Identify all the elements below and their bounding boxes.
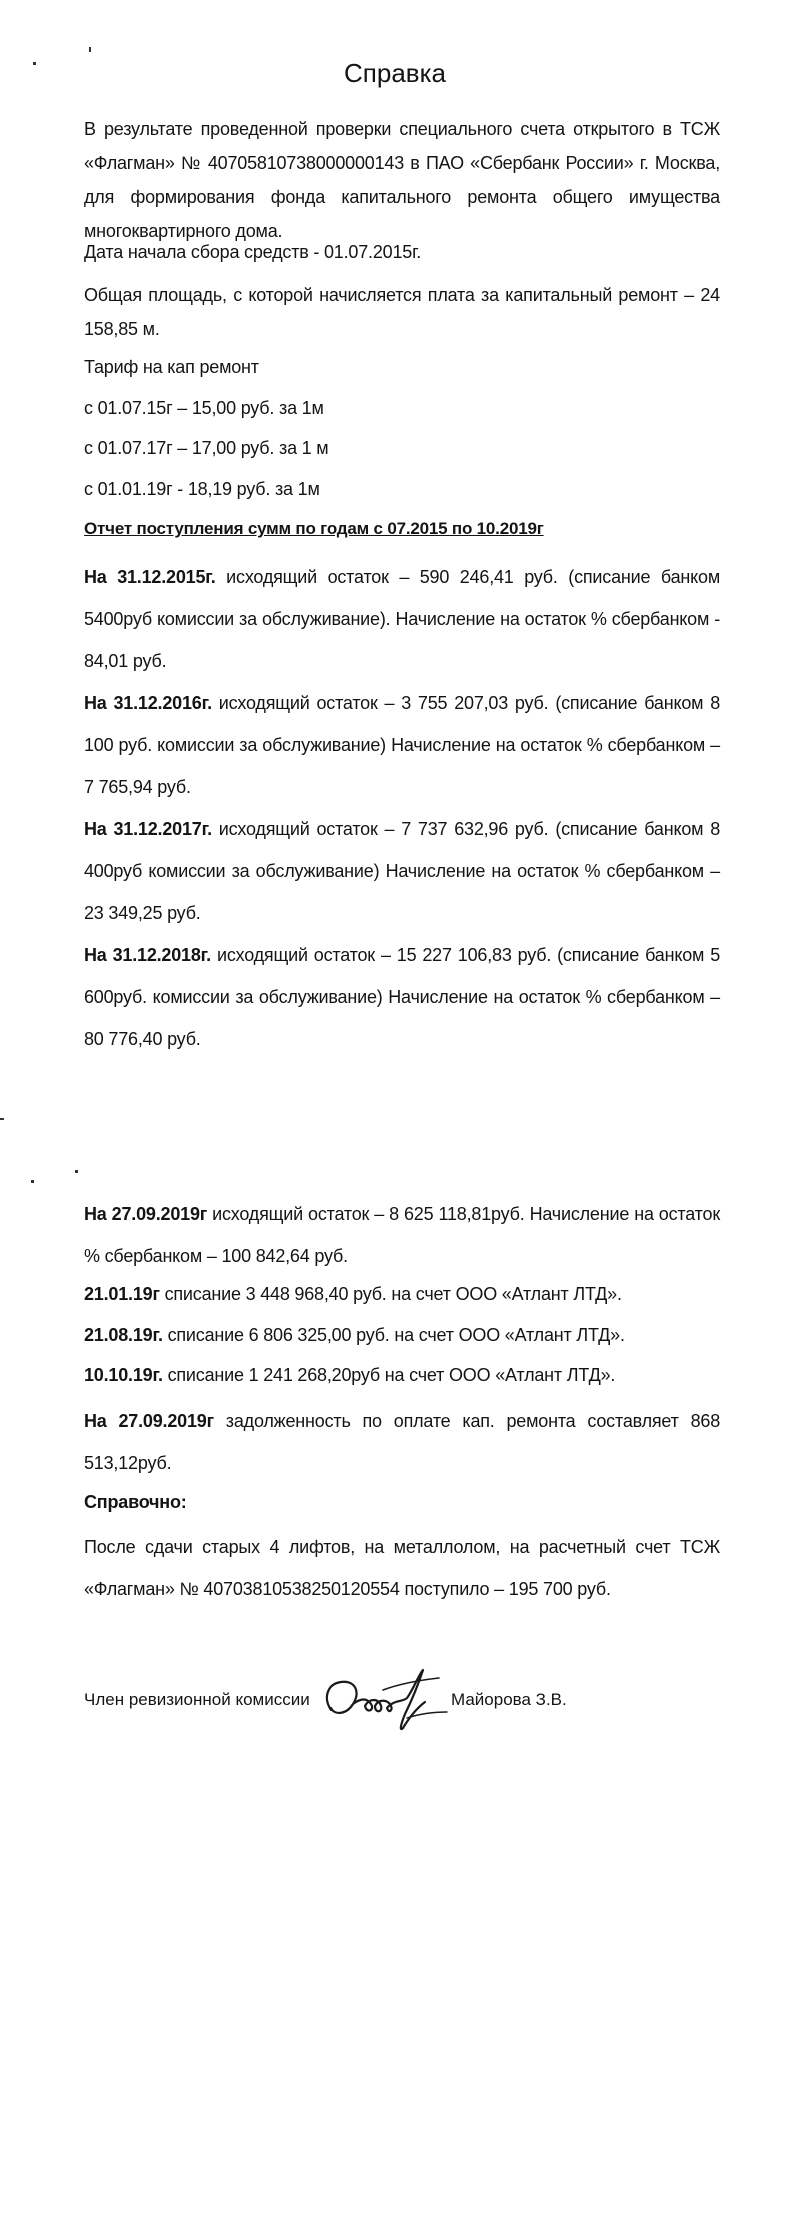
start-date-line: Дата начала сбора средств - 01.07.2015г. [84, 242, 422, 262]
report-heading: Отчет поступления сумм по годам с 07.2015 по 10.2019г [84, 519, 544, 538]
year-date: На 31.12.2017г. [84, 819, 212, 839]
debt-paragraph [84, 1400, 720, 1484]
writeoff-text: списание 3 448 968,40 руб. на счет ООО «Атлант ЛТД». [159, 1284, 622, 1304]
scan-speck [31, 1180, 34, 1183]
reference-paragraph: После сдачи старых 4 лифтов, на металлолом, на расчетный счет ТСЖ «Флагман» № 40703810538250120554 поступило – 195 700 руб. [84, 1537, 720, 1599]
writeoff-date: 21.08.19г. [84, 1325, 163, 1345]
writeoff-text: списание 6 806 325,00 руб. на счет ООО «Атлант ЛТД». [162, 1325, 625, 1345]
current-text: исходящий остаток – 8 625 118,81руб. Начисление на остаток % сбербанком – 100 842,64 руб. [84, 1204, 721, 1266]
intro-paragraph: В результате проведенной проверки специального счета открытого в ТСЖ «Флагман» № 40705810738000000143 в ПАО «Сбербанк России» г. Москва, для формирования фонда капитального ремонта общего имущества многоквартирного дома. [84, 119, 720, 241]
handwritten-signature [309, 1658, 459, 1738]
area-paragraph: Общая площадь, с которой начисляется плата за капитальный ремонт – 24 158,85 м. [84, 285, 720, 339]
document-title: Справка [344, 58, 446, 88]
writeoff-line [84, 1277, 720, 1311]
current-date: На 27.09.2019г [84, 1204, 208, 1224]
year-date: На 31.12.2018г. [84, 945, 211, 965]
writeoff-date: 21.01.19г [84, 1284, 160, 1304]
scan-speck [0, 1118, 4, 1120]
signature-label: Член ревизионной комиссии [84, 1690, 310, 1709]
year-entry [84, 934, 720, 1060]
writeoff-text: списание 1 241 268,20руб на счет ООО «Атлант ЛТД». [162, 1365, 616, 1385]
signatory-name: Майорова З.В. [451, 1690, 567, 1709]
year-entry [84, 808, 720, 934]
writeoff-line [84, 1358, 720, 1392]
tariff-line: с 01.07.17г – 17,00 руб. за 1 м [84, 438, 329, 458]
year-text: исходящий остаток – 7 737 632,96 руб. (списание банком 8 400руб комиссии за обслуживание) Начисление на остаток % сбербанком – 23 349,25 руб. [84, 819, 721, 923]
scan-speck [89, 47, 91, 52]
year-date: На 31.12.2016г. [84, 693, 212, 713]
writeoff-date: 10.10.19г. [84, 1365, 163, 1385]
year-text: исходящий остаток – 590 246,41 руб. (списание банком 5400руб комиссии за обслуживание). Начисление на остаток % сбербанком - 84,01 руб. [84, 567, 720, 671]
year-date: На 31.12.2015г. [84, 567, 216, 587]
debt-date: На 27.09.2019г [84, 1411, 214, 1431]
tariff-line: с 01.07.15г – 15,00 руб. за 1м [84, 398, 324, 418]
debt-text: задолженность по оплате кап. ремонта составляет 868 513,12руб. [84, 1411, 721, 1473]
year-entry [84, 682, 720, 808]
year-entry [84, 556, 720, 682]
tariff-title: Тариф на кап ремонт [84, 357, 259, 377]
current-balance [84, 1193, 720, 1277]
reference-title: Справочно: [84, 1492, 187, 1512]
year-text: исходящий остаток – 3 755 207,03 руб. (списание банком 8 100 руб. комиссии за обслуживание) Начисление на остаток % сбербанком – 7 765,94 руб. [84, 693, 721, 797]
year-text: исходящий остаток – 15 227 106,83 руб. (списание банком 5 600руб. комиссии за обслуживание) Начисление на остаток % сбербанком – 80 776,40 руб. [84, 945, 721, 1049]
signature-row [84, 1658, 720, 1738]
tariff-line: с 01.01.19г - 18,19 руб. за 1м [84, 479, 320, 499]
writeoff-line [84, 1318, 720, 1352]
scan-speck [75, 1170, 78, 1173]
